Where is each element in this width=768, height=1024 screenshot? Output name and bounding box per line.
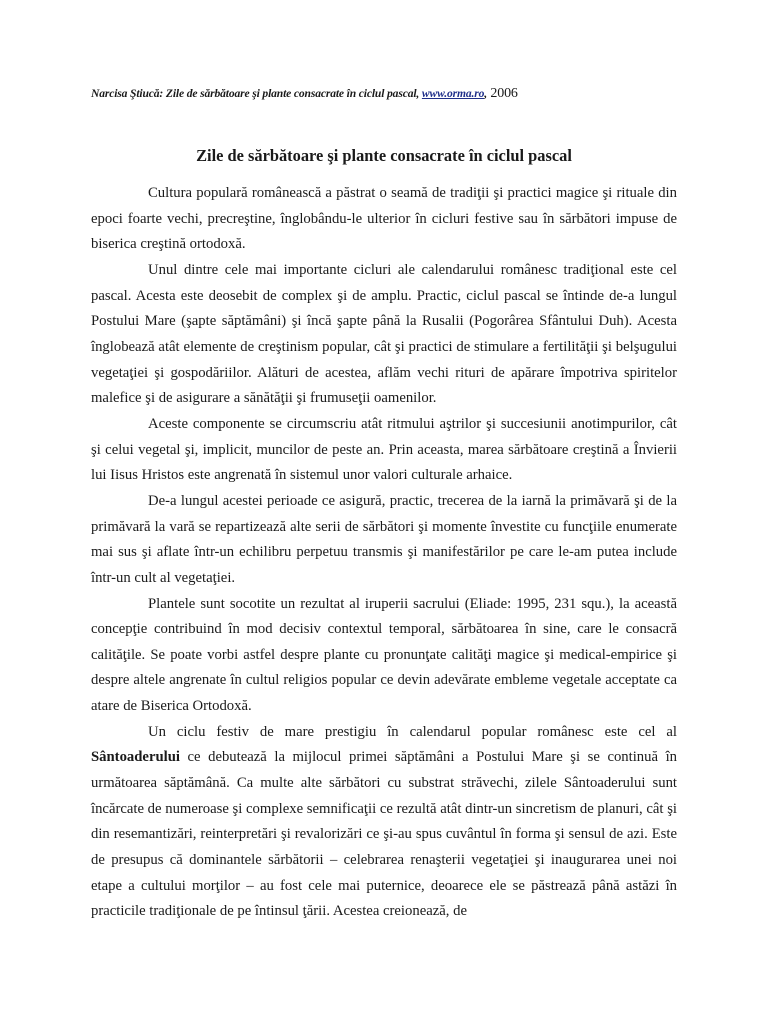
citation-separator: , bbox=[484, 87, 488, 100]
paragraph-text: Un ciclu festiv de mare prestigiu în calendarul popular românesc este cel al bbox=[148, 723, 677, 740]
paragraph: Cultura populară românească a păstrat o seamă de tradiţii şi practici magice şi rituale din epoci foarte vechi, precreştine, înglobându-le ulterior în cicluri festive sau în sărbători impuse de biserica creştină ortodoxă. bbox=[91, 185, 677, 253]
citation-year: 2006 bbox=[487, 86, 518, 101]
paragraph: Aceste componente se circumscriu atât ritmului aştrilor şi succesiunii anotimpurilor, cât şi celui vegetal şi, implicit, muncilor de peste an. Prin aceasta, marea sărbătoare creştină a Învierii lui Iisus Hristos este angrenată în sistemul unor valori culturale arhaice. bbox=[91, 415, 677, 484]
paragraph: Plantele sunt socotite un rezultat al iruperii sacrului (Eliade: 1995, 231 squ.), la această concepţie contribuind în mod decisiv contextul temporal, sărbătoarea în sine, care le consacră calităţile. Se poate vorbi astfel despre plante cu pronunţate calităţi magice şi medical-empirice şi despre altele angrenate în cultul religios popular ce devin adevărate embleme vegetale acceptate ca atare de Biserica Ortodoxă. bbox=[91, 595, 677, 715]
paragraph: De-a lungul acestei perioade ce asigură, practic, trecerea de la iarnă la primăvară şi de la primăvară la vară se repartizează alte serii de sărbători şi momente învestite cu funcţiile enumerate mai sus şi aflate într-un echilibru perpetuu transmis şi manifestărilor pe care le-am putea include într-un cult al vegetaţiei. bbox=[91, 492, 677, 586]
document-body bbox=[91, 181, 677, 925]
document-title: Zile de sărbătoare şi plante consacrate în ciclul pascal bbox=[196, 146, 572, 165]
citation-text: Narcisa Ştiucă: Zile de sărbătoare şi plante consacrate în ciclul pascal, bbox=[91, 87, 422, 100]
website-link[interactable]: www.orma.ro bbox=[421, 87, 485, 100]
bold-term: Sântoaderului bbox=[91, 749, 180, 766]
paragraph-text: ce debutează la mijlocul primei săptămâni a Postului Mare şi se continuă în următoarea săptămână. Ca multe alte sărbători cu substrat străvechi, zilele Sântoaderului sunt încărcate de numeroase şi complexe semnificaţii ce rezultă atât dintr-un sincretism de planuri, cât şi din resemantizări, reinterpretări şi revalorizări ce şi-au spus cuvântul în forma şi sensul de azi. Este de presupus că dominantele sărbătorii – celebrarea renaşterii vegetaţiei şi inaugurarea unei noi etape a cultului morţilor – au fost cele mai puternice, deoarece ele se păstrează până astăzi în practicile tradiţionale de pe întinsul ţării. Acestea creionează, de bbox=[91, 749, 677, 920]
citation-header bbox=[91, 86, 691, 102]
paragraph bbox=[91, 720, 677, 925]
paragraph: Unul dintre cele mai importante cicluri ale calendarului românesc tradiţional este cel pascal. Acesta este deosebit de complex şi de amplu. Practic, ciclul pascal se întinde de-a lungul Postului Mare (şapte săptămâni) şi încă şapte până la Rusalii (Pogorârea Sfântului Duh). Acesta înglobează atât elemente de creştinism popular, cât şi practici de stimulare a fertilităţii şi belşugului vegetaţiei şi gospodăriilor. Alături de acestea, aflăm vechi rituri de apărare împotriva spiritelor malefice şi de asigurare a sănătăţii şi frumuseţii oamenilor. bbox=[91, 261, 677, 407]
